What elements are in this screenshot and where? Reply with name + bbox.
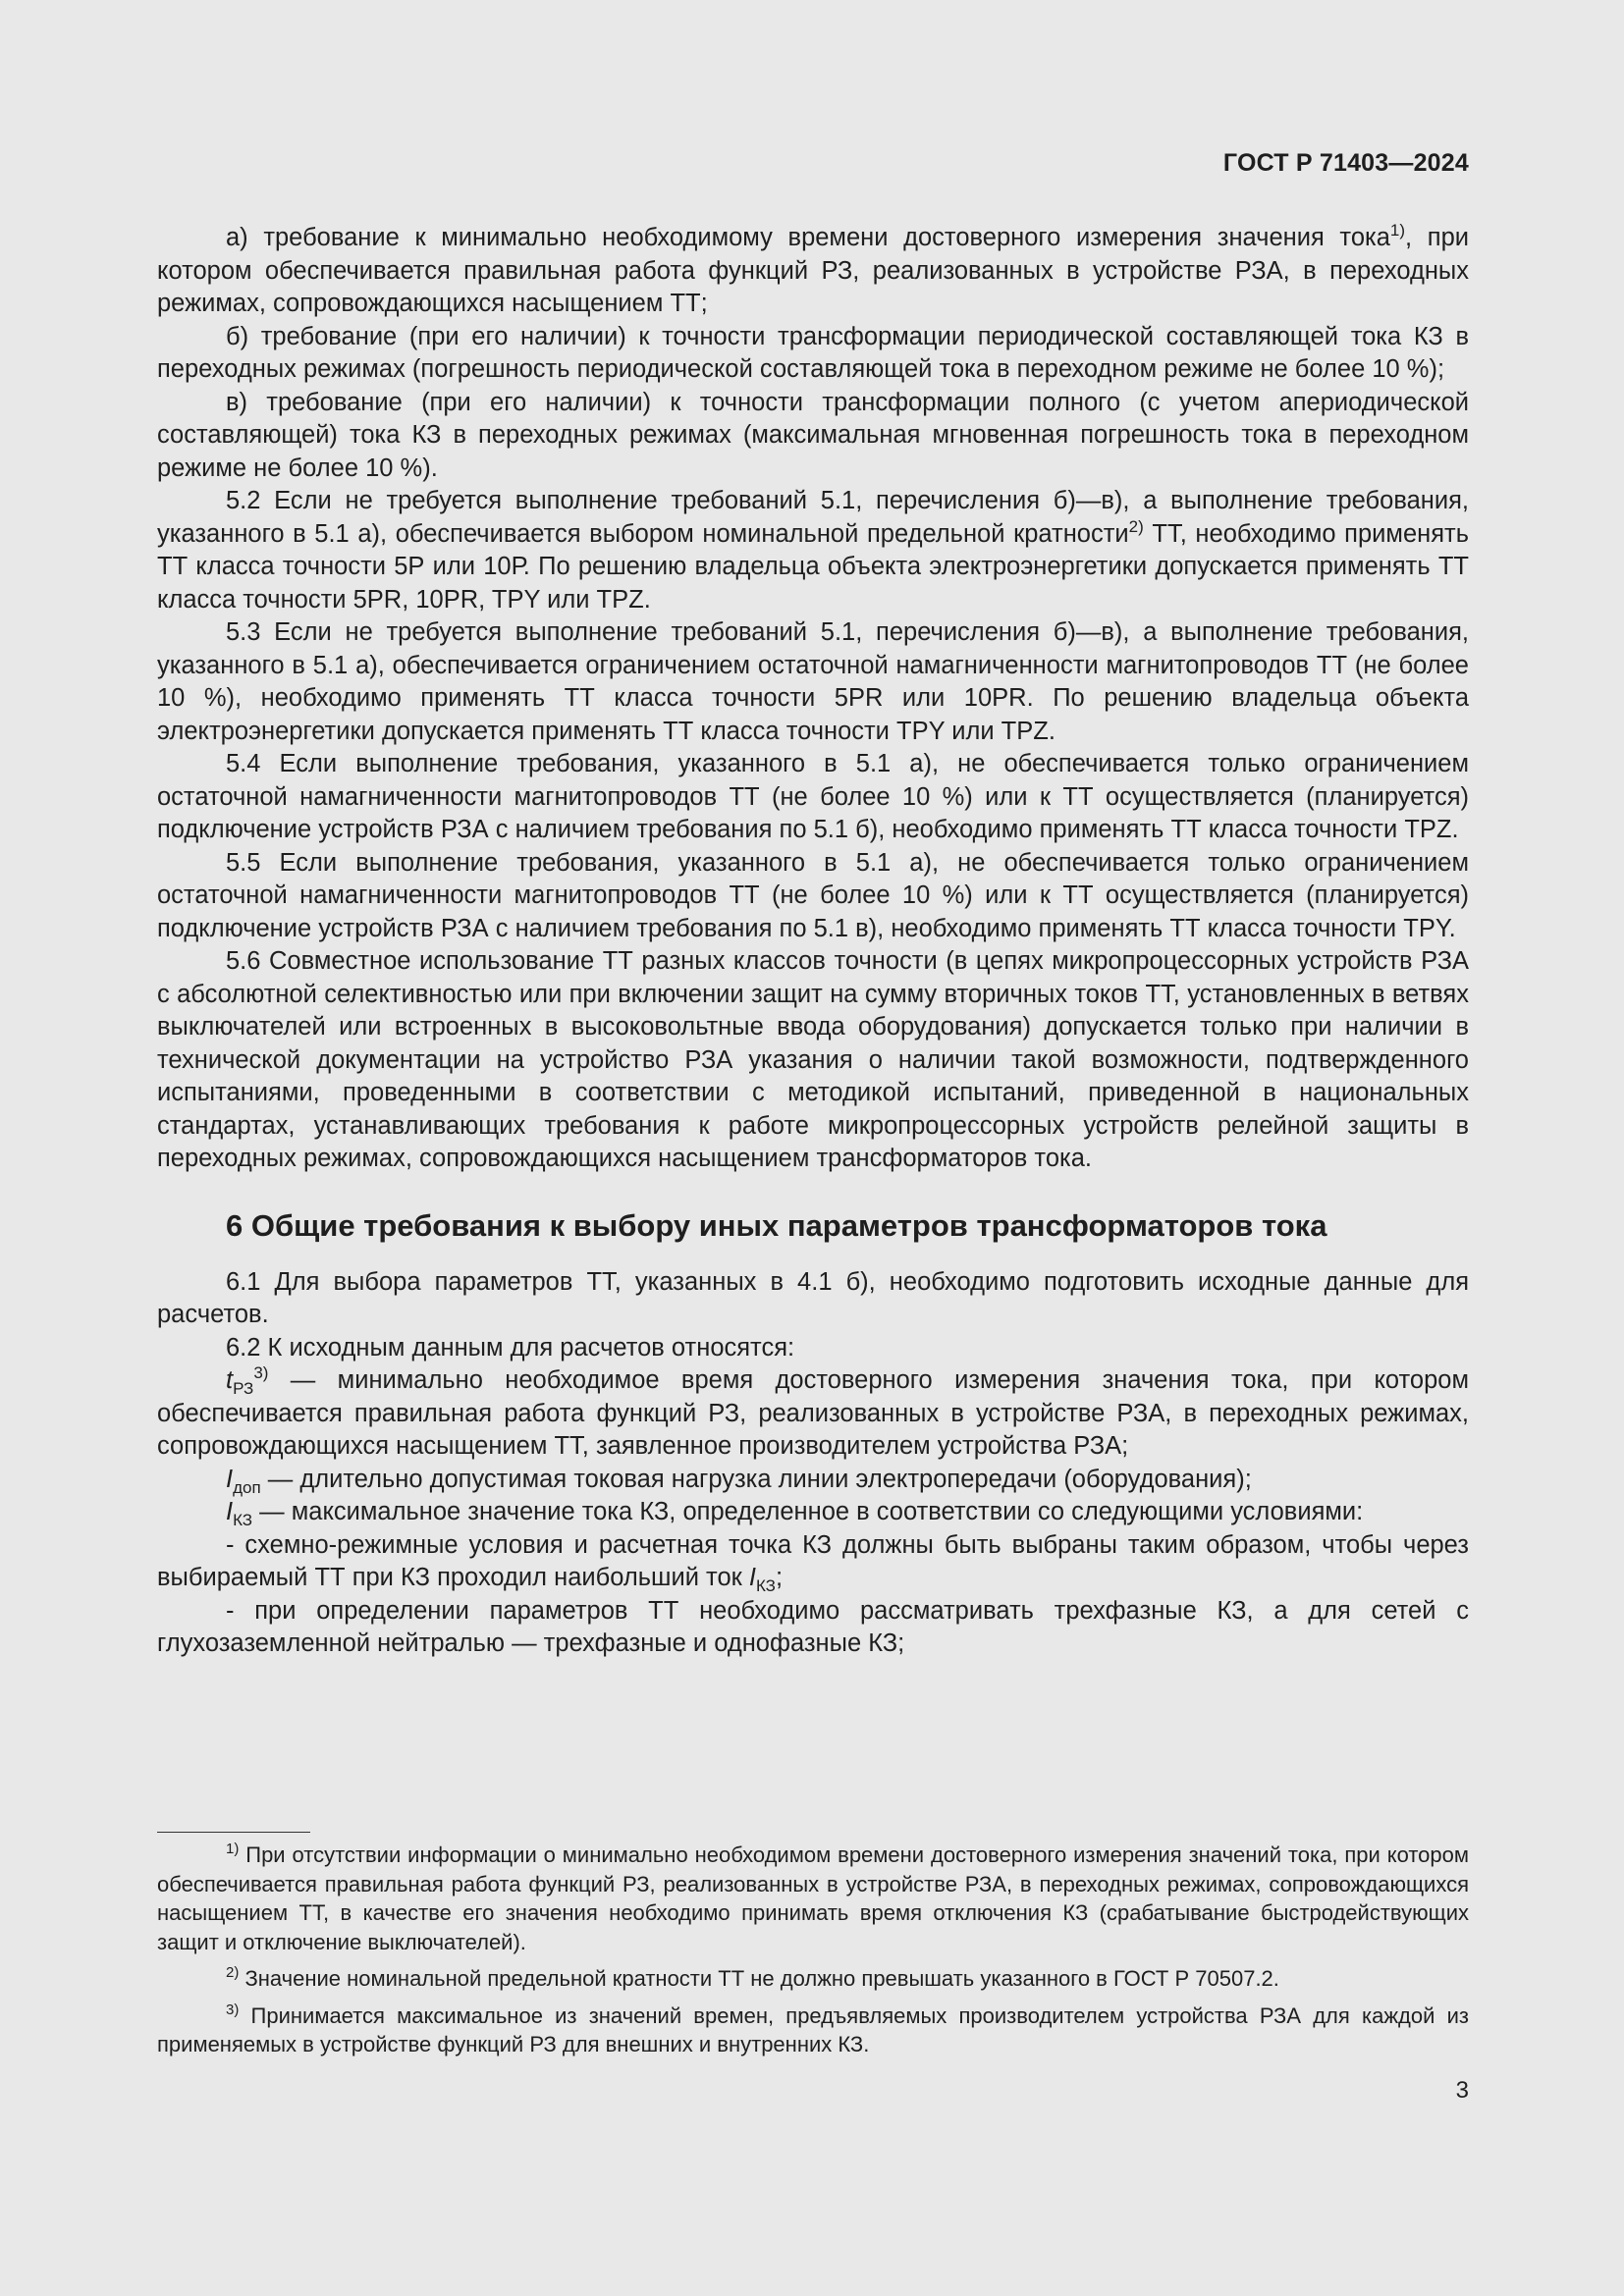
footnote-text: Значение номинальной предельной кратности ТТ не должно превышать указанного в ГОСТ Р 70507.2. [239, 1966, 1279, 1991]
footnote-1 [157, 1841, 1469, 1956]
paragraph-text: , при котором обеспечивается правильная работа функций РЗ, реализованных в устройстве РЗА, в переходных режимах, сопровождающихся насыщением ТТ; [157, 224, 1470, 317]
footnote-text: Принимается максимальное из значений времен, предъявляемых производителем устройства РЗА для каждой из применяемых в устройстве функций РЗ для внешних и внутренних КЗ. [157, 2002, 1469, 2056]
paragraph-5-4: 5.4 Если выполнение требования, указанного в 5.1 а), не обеспечивается только ограничением остаточной намагниченности магнитопроводов ТТ (не более 10 %) или к ТТ осуществляется (планируется) подключение устройств РЗА с наличием требования по 5.1 б), необходимо применять ТТ класса точности TPZ. [157, 750, 1469, 843]
paragraph-6-2: 6.2 К исходным данным для расчетов относятся: [226, 1333, 795, 1362]
condition-text: - схемно-режимные условия и расчетная точка КЗ должны быть выбраны таким образом, чтобы через выбираемый ТТ при КЗ проходил наибольший ток [157, 1530, 1469, 1591]
paragraph-5-2 [157, 485, 1469, 616]
paragraph-5-6: 5.6 Совместное использование ТТ разных классов точности (в цепях микропроцессорных устройств РЗА с абсолютной селективностью или при включении защит на сумму вторичных токов ТТ, установленных в ветвях выключателей или встроенных в высоковольтные ввода оборудования) допускается только при наличии в технической документации на устройство РЗА указания о наличии такой возможности, подтвержденного испытаниями, проведенными в соответствии с методикой испытаний, приведенной в национальных стандартах, устанавливающих требования к работе микропроцессорных устройств релейной защиты в переходных режимах, сопровождающихся насыщением трансформаторов тока. [157, 947, 1469, 1172]
symbol-i: I [226, 1498, 234, 1525]
footnote-divider [157, 1832, 310, 1833]
footnote-ref-3[interactable]: 3) [253, 1363, 269, 1382]
paragraph-5-1-a [157, 222, 1469, 321]
definition-t-rz [157, 1364, 1469, 1464]
paragraph-5-3: 5.3 Если не требуется выполнение требований 5.1, перечисления б)—в), а выполнение требования, указанного в 5.1 а), обеспечивается ограничением остаточной намагниченности магнитопроводов ТТ (не более 10 %), необходимо применять ТТ класса точности 5PR или 10PR. По решению владельца объекта электроэнергетики допускается применять ТТ класса точности TPY или TPZ. [157, 618, 1469, 745]
paragraph-6-1: 6.1 Для выбора параметров ТТ, указанных в 4.1 б), необходимо подготовить исходные данные для расчетов. [157, 1267, 1469, 1328]
definition-text: — длительно допустимая токовая нагрузка линии электропередачи (оборудования); [260, 1465, 1252, 1493]
symbol-subscript: КЗ [233, 1511, 253, 1529]
footnote-2 [157, 1964, 1469, 1994]
footnote-ref-1[interactable]: 1) [1389, 221, 1406, 240]
symbol-subscript: РЗ [233, 1379, 254, 1398]
footnotes [157, 1832, 1469, 2067]
definition-text: — максимальное значение тока КЗ, определенное в соответствии со следующими условиями: [252, 1498, 1364, 1525]
definition-i-dop [157, 1464, 1469, 1497]
paragraph-5-5: 5.5 Если выполнение требования, указанного в 5.1 а), не обеспечивается только ограничением остаточной намагниченности магнитопроводов ТТ (не более 10 %) или к ТТ осуществляется (планируется) подключение устройств РЗА с наличием требования по 5.1 в), необходимо применять ТТ класса точности TPY. [157, 848, 1469, 942]
paragraph-5-1-v: в) требование (при его наличии) к точности трансформации полного (с учетом апериодической составляющей) тока КЗ в переходных режимах (максимальная мгновенная погрешность тока в переходном режиме не более 10 %). [157, 388, 1469, 482]
footnote-3 [157, 2002, 1469, 2059]
paragraph-text: 5.2 Если не требуется выполнение требований 5.1, перечисления б)—в), а выполнение требования, указанного в 5.1 а), обеспечивается выбором номинальной предельной кратности [157, 487, 1469, 548]
document-header: ГОСТ Р 71403—2024 [1222, 149, 1469, 177]
symbol-subscript: КЗ [755, 1576, 776, 1595]
footnote-text: При отсутствии информации о минимально необходимом времени достоверного измерения значений тока, при котором обеспечивается правильная работа функций РЗ, реализованных в устройстве РЗА, в переходных режимах, сопровождающихся насыщением ТТ, в качестве его значения необходимо принимать время отключения КЗ (срабатывание быстродействующих защит и отключение выключателей). [157, 1842, 1469, 1954]
condition-text: ; [775, 1564, 784, 1591]
definition-i-kz [157, 1496, 1469, 1529]
paragraph-text: ТТ, необходимо применять ТТ класса точности 5Р или 10Р. По решению владельца объекта электроэнергетики допускается применять ТТ класса точности 5PR, 10PR, TPY или TPZ. [157, 519, 1469, 614]
symbol-subscript: доп [233, 1477, 261, 1497]
document-body [157, 222, 1469, 1661]
condition-item-1 [157, 1529, 1469, 1595]
symbol-t: t [226, 1366, 234, 1394]
footnote-marker: 2) [226, 1964, 240, 1981]
paragraph-5-1-b: б) требование (при его наличии) к точности трансформации периодической составляющей тока КЗ в переходных режимах (погрешность периодической составляющей тока в переходном режиме не более 10 %); [157, 322, 1469, 383]
condition-item-2: - при определении параметров ТТ необходимо рассматривать трехфазные КЗ, а для сетей с глухозаземленной нейтралью — трехфазные и однофазные КЗ; [157, 1596, 1469, 1657]
page-number: 3 [1455, 2077, 1469, 2104]
symbol-i: I [748, 1564, 756, 1591]
symbol-i: I [226, 1465, 234, 1493]
paragraph-text: а) требование к минимально необходимому времени достоверного измерения значения тока [226, 224, 1390, 251]
footnote-ref-2[interactable]: 2) [1128, 516, 1144, 536]
footnote-marker: 3) [226, 2001, 240, 2018]
footnote-marker: 1) [226, 1841, 240, 1857]
definition-text: — минимально необходимое время достоверного измерения значения тока, при котором обеспечивается правильная работа функций РЗ, реализованных в устройстве РЗА, в переходных режимах, сопровождающихся насыщением ТТ, заявленное производителем устройства РЗА; [157, 1366, 1469, 1460]
section-6-title: 6 Общие требования к выбору иных параметров трансформаторов тока [226, 1207, 1327, 1243]
